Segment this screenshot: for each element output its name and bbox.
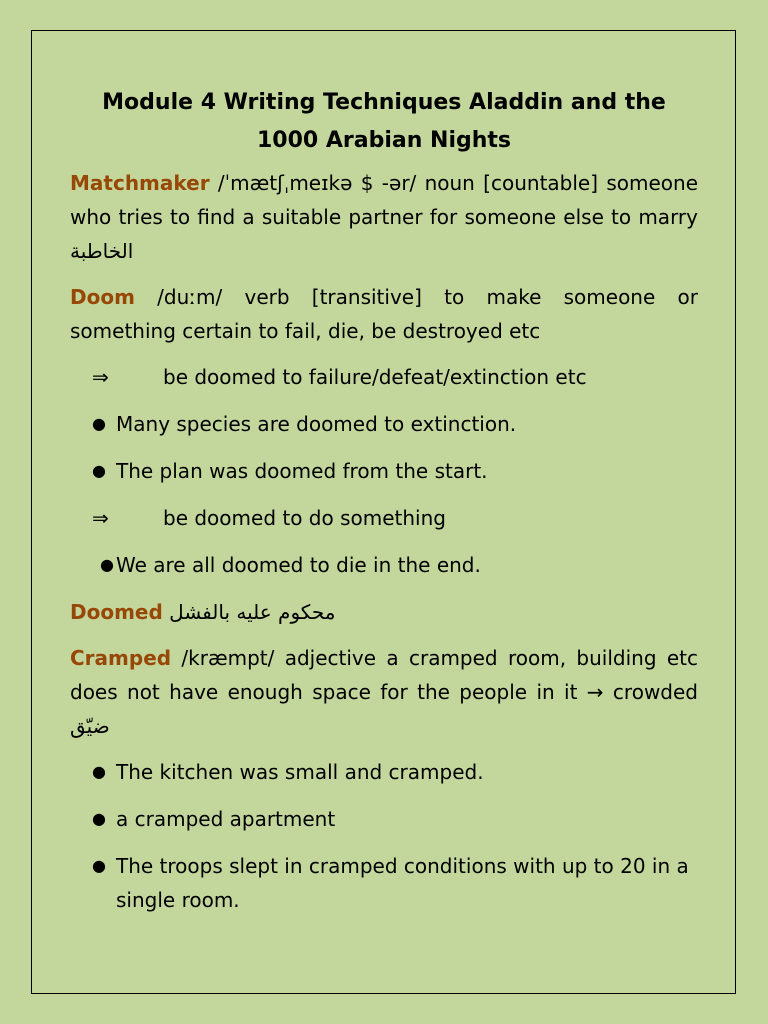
bullet-icon: ● (92, 856, 106, 875)
term-doomed: Doomed (70, 600, 163, 624)
entry-doom (70, 280, 698, 348)
list-item (70, 802, 698, 836)
bullet-icon: ● (92, 762, 106, 781)
bullet-icon: ● (92, 809, 106, 828)
definition-matchmaker: /ˈmætʃˌmeɪkə $ -ər/ noun [countable] someone who tries to find a suitable partner for someone else to marry (70, 171, 698, 229)
list-item-text: be doomed to failure/defeat/extinction etc (163, 365, 587, 389)
list-item-text: We are all doomed to die in the end. (116, 553, 481, 577)
list-item (70, 454, 698, 488)
list-item-text: be doomed to do something (163, 506, 446, 530)
arabic-doomed: محكوم عليه بالفشل (169, 600, 336, 624)
arabic-cramped: ضيّق (70, 714, 110, 738)
list-item (70, 407, 698, 441)
arrow-icon: ⇒ (92, 365, 109, 389)
term-matchmaker: Matchmaker (70, 171, 210, 195)
list-item (70, 849, 698, 917)
list-item-text: The kitchen was small and cramped. (116, 760, 484, 784)
term-cramped: Cramped (70, 646, 172, 670)
list-item-text: The plan was doomed from the start. (116, 459, 488, 483)
definition-doom: /duːm/ verb [transitive] to make someone or something certain to fail, die, be destroyed etc (70, 285, 698, 343)
bullet-icon: ● (92, 461, 106, 480)
definition-cramped: /kræmpt/ adjective a cramped room, building etc does not have enough space for the people in it → crowded (70, 646, 698, 704)
entry-cramped (70, 641, 698, 743)
entry-doomed (70, 595, 698, 629)
arrow-icon: ⇒ (92, 506, 109, 530)
list-item-text: The troops slept in cramped conditions with up to 20 in a single room. (116, 854, 689, 912)
document-body (70, 84, 698, 930)
list-item (70, 755, 698, 789)
entry-matchmaker (70, 166, 698, 268)
list-item (70, 360, 698, 394)
term-doom: Doom (70, 285, 135, 309)
arabic-matchmaker: الخاطبة (70, 239, 134, 263)
list-item (70, 548, 698, 582)
list-item-text: Many species are doomed to extinction. (116, 412, 517, 436)
list-item (70, 501, 698, 535)
bullet-icon: ● (100, 555, 114, 574)
list-item-text: a cramped apartment (116, 807, 336, 831)
document-title: Module 4 Writing Techniques Aladdin and the 1000 Arabian Nights (102, 90, 666, 153)
bullet-icon: ● (92, 414, 106, 433)
